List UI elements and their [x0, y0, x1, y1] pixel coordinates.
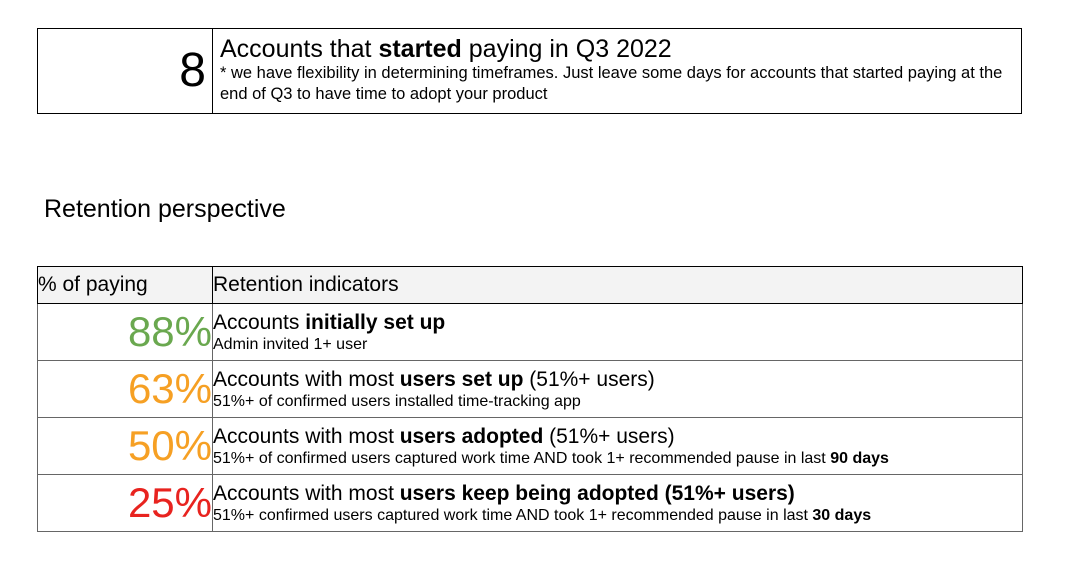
cohort-description: [213, 29, 1021, 113]
cohort-title-bold: started: [378, 35, 462, 63]
indicator-title: [213, 482, 1022, 506]
indicator-subtitle: [213, 506, 1022, 525]
indicator-subtitle: [213, 335, 1022, 354]
table-row: [38, 361, 1023, 418]
account-count: 8: [38, 29, 213, 113]
indicator-cell: [213, 475, 1023, 532]
section-title: Retention perspective: [44, 195, 286, 223]
indicator-subtitle-bold: 30 days: [812, 506, 872, 524]
indicator-title: [213, 425, 1022, 449]
indicator-title-pre: Accounts with most: [213, 481, 400, 505]
cohort-title: [220, 35, 1015, 63]
percent-value: 25%: [38, 475, 213, 532]
indicator-subtitle-pre: 51%+ confirmed users captured work time AND took 1+ recommended pause in last: [213, 506, 813, 524]
table-row: [38, 304, 1023, 361]
indicator-cell: [213, 304, 1023, 361]
indicator-title: [213, 311, 1022, 335]
indicator-subtitle: [213, 392, 1022, 411]
indicator-subtitle-pre: Admin invited 1+ user: [213, 335, 368, 353]
indicator-subtitle-bold: 90 days: [830, 449, 889, 467]
indicator-title-bold: initially set up: [305, 310, 446, 334]
percent-value: 88%: [38, 304, 213, 361]
indicator-title-bold: users adopted: [399, 424, 544, 448]
indicator-title-pre: Accounts with most: [213, 367, 400, 391]
indicator-cell: [213, 418, 1023, 475]
indicator-title-pre: Accounts: [213, 310, 306, 334]
retention-table: [37, 266, 1023, 532]
indicator-subtitle-pre: 51%+ of confirmed users captured work time AND took 1+ recommended pause in last: [213, 449, 831, 467]
percent-value: 50%: [38, 418, 213, 475]
header-percent-of-paying: % of paying: [38, 267, 213, 304]
indicator-title-post: (51%+ users): [523, 367, 655, 391]
indicator-title-bold: users set up: [399, 367, 524, 391]
cohort-footnote: * we have flexibility in determining timeframes. Just leave some days for accounts that started paying at the end of Q3 to have time to adopt your product: [220, 64, 1003, 103]
table-header-row: [38, 267, 1023, 304]
indicator-subtitle-pre: 51%+ of confirmed users installed time-tracking app: [213, 392, 581, 410]
table-row: [38, 475, 1023, 532]
cohort-title-pre: Accounts that: [220, 35, 379, 63]
cohort-title-post: paying in Q3 2022: [461, 35, 672, 63]
cohort-summary-box: [37, 28, 1022, 114]
table-row: [38, 418, 1023, 475]
indicator-title-bold: users keep being adopted (51%+ users): [399, 481, 795, 505]
indicator-cell: [213, 361, 1023, 418]
indicator-title: [213, 368, 1022, 392]
indicator-subtitle: [213, 449, 1022, 468]
indicator-title-pre: Accounts with most: [213, 424, 400, 448]
percent-value: 63%: [38, 361, 213, 418]
header-retention-indicators: Retention indicators: [213, 267, 1023, 304]
indicator-title-post: (51%+ users): [543, 424, 675, 448]
